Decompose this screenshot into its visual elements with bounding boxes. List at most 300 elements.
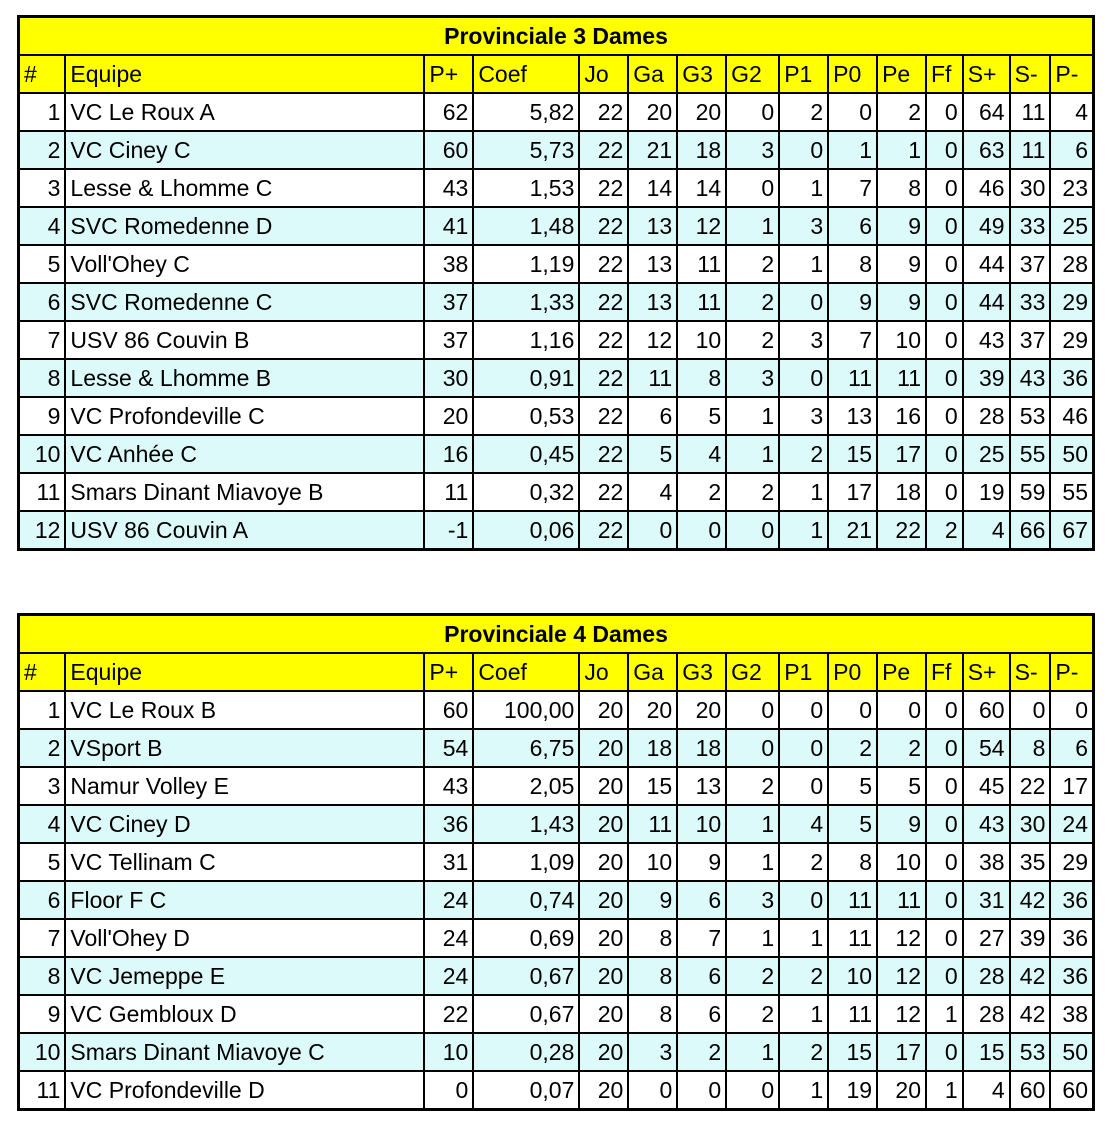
cell-played: 22 (579, 131, 628, 169)
cell-lost: 10 (877, 321, 926, 359)
cell-team: VC Profondeville D (65, 1071, 424, 1110)
cell-lost-0: 15 (828, 1033, 877, 1071)
cell-forfeit: 2 (926, 511, 963, 550)
cell-coef: 0,53 (473, 397, 579, 435)
column-header-won: Ga (628, 653, 677, 691)
cell-lost-1: 2 (779, 843, 828, 881)
cell-coef: 1,43 (473, 805, 579, 843)
table-row (19, 321, 1094, 359)
cell-won-3: 0 (677, 1071, 726, 1110)
cell-forfeit: 0 (926, 1033, 963, 1071)
cell-rank: 9 (19, 397, 66, 435)
table-row (19, 805, 1094, 843)
cell-lost: 5 (877, 767, 926, 805)
cell-lost-0: 15 (828, 435, 877, 473)
cell-won: 12 (628, 321, 677, 359)
cell-won: 0 (628, 1071, 677, 1110)
cell-coef: 0,28 (473, 1033, 579, 1071)
cell-team: VC Ciney D (65, 805, 424, 843)
cell-coef: 5,73 (473, 131, 579, 169)
cell-points-against: 50 (1050, 435, 1093, 473)
cell-team: Smars Dinant Miavoye C (65, 1033, 424, 1071)
cell-sets-won: 28 (963, 995, 1010, 1033)
cell-won-3: 6 (677, 995, 726, 1033)
column-header-points: P+ (424, 653, 473, 691)
cell-won: 8 (628, 995, 677, 1033)
cell-won: 11 (628, 805, 677, 843)
cell-won-3: 7 (677, 919, 726, 957)
cell-team: Voll'Ohey D (65, 919, 424, 957)
cell-coef: 0,06 (473, 511, 579, 550)
cell-won-2: 0 (726, 511, 779, 550)
cell-played: 22 (579, 473, 628, 511)
cell-played: 22 (579, 207, 628, 245)
cell-coef: 100,00 (473, 691, 579, 729)
column-header-team: Equipe (65, 653, 424, 691)
cell-sets-won: 60 (963, 691, 1010, 729)
cell-rank: 1 (19, 93, 66, 131)
cell-won-2: 2 (726, 473, 779, 511)
cell-won: 10 (628, 843, 677, 881)
cell-won-3: 6 (677, 881, 726, 919)
cell-lost-1: 1 (779, 511, 828, 550)
cell-forfeit: 0 (926, 359, 963, 397)
cell-won-2: 1 (726, 397, 779, 435)
cell-sets-lost: 42 (1010, 881, 1051, 919)
table-row (19, 397, 1094, 435)
table-row (19, 957, 1094, 995)
column-header-points-against: P- (1050, 653, 1093, 691)
cell-played: 22 (579, 435, 628, 473)
cell-sets-won: 44 (963, 283, 1010, 321)
cell-lost-1: 0 (779, 691, 828, 729)
cell-sets-won: 27 (963, 919, 1010, 957)
cell-played: 20 (579, 805, 628, 843)
cell-lost: 9 (877, 283, 926, 321)
cell-sets-won: 39 (963, 359, 1010, 397)
cell-sets-lost: 30 (1010, 169, 1051, 207)
cell-rank: 4 (19, 207, 66, 245)
cell-lost: 8 (877, 169, 926, 207)
cell-sets-lost: 55 (1010, 435, 1051, 473)
column-header-forfeit: Ff (926, 653, 963, 691)
cell-won-2: 2 (726, 245, 779, 283)
column-header-played: Jo (579, 55, 628, 93)
cell-points-against: 29 (1050, 843, 1093, 881)
cell-points-against: 36 (1050, 359, 1093, 397)
cell-coef: 1,09 (473, 843, 579, 881)
cell-points-against: 36 (1050, 919, 1093, 957)
cell-lost-0: 11 (828, 359, 877, 397)
cell-team: Floor F C (65, 881, 424, 919)
cell-won: 9 (628, 881, 677, 919)
cell-team: VC Gembloux D (65, 995, 424, 1033)
column-header-row (19, 55, 1094, 93)
cell-team: VC Tellinam C (65, 843, 424, 881)
cell-rank: 11 (19, 473, 66, 511)
cell-forfeit: 0 (926, 169, 963, 207)
cell-rank: 4 (19, 805, 66, 843)
cell-forfeit: 0 (926, 957, 963, 995)
cell-won: 0 (628, 511, 677, 550)
cell-won-3: 2 (677, 473, 726, 511)
cell-points: 24 (424, 919, 473, 957)
cell-rank: 10 (19, 435, 66, 473)
cell-won-2: 2 (726, 321, 779, 359)
cell-won-3: 20 (677, 93, 726, 131)
cell-won: 13 (628, 207, 677, 245)
cell-lost-1: 0 (779, 283, 828, 321)
table-row (19, 843, 1094, 881)
cell-lost: 10 (877, 843, 926, 881)
cell-coef: 1,53 (473, 169, 579, 207)
column-header-team: Equipe (65, 55, 424, 93)
cell-played: 22 (579, 511, 628, 550)
cell-points-against: 24 (1050, 805, 1093, 843)
cell-team: VC Anhée C (65, 435, 424, 473)
cell-points-against: 67 (1050, 511, 1093, 550)
cell-forfeit: 0 (926, 245, 963, 283)
cell-rank: 8 (19, 957, 66, 995)
table-row (19, 995, 1094, 1033)
cell-won: 4 (628, 473, 677, 511)
cell-sets-lost: 42 (1010, 957, 1051, 995)
cell-rank: 3 (19, 169, 66, 207)
table-row (19, 245, 1094, 283)
cell-played: 20 (579, 957, 628, 995)
cell-sets-lost: 11 (1010, 93, 1051, 131)
cell-won: 13 (628, 245, 677, 283)
cell-lost-1: 1 (779, 245, 828, 283)
cell-won-3: 9 (677, 843, 726, 881)
cell-sets-lost: 43 (1010, 359, 1051, 397)
cell-sets-lost: 37 (1010, 245, 1051, 283)
cell-coef: 0,69 (473, 919, 579, 957)
cell-played: 22 (579, 283, 628, 321)
cell-lost-0: 11 (828, 919, 877, 957)
column-header-lost: Pe (877, 653, 926, 691)
cell-won-2: 1 (726, 919, 779, 957)
cell-team: Voll'Ohey C (65, 245, 424, 283)
cell-team: VC Jemeppe E (65, 957, 424, 995)
cell-won: 11 (628, 359, 677, 397)
cell-played: 20 (579, 729, 628, 767)
cell-forfeit: 0 (926, 321, 963, 359)
cell-rank: 6 (19, 881, 66, 919)
cell-sets-lost: 66 (1010, 511, 1051, 550)
cell-points-against: 25 (1050, 207, 1093, 245)
cell-won-2: 3 (726, 881, 779, 919)
column-header-forfeit: Ff (926, 55, 963, 93)
cell-won-3: 8 (677, 359, 726, 397)
cell-sets-won: 64 (963, 93, 1010, 131)
cell-sets-won: 38 (963, 843, 1010, 881)
cell-sets-won: 63 (963, 131, 1010, 169)
cell-lost: 11 (877, 359, 926, 397)
cell-played: 22 (579, 397, 628, 435)
cell-forfeit: 0 (926, 131, 963, 169)
cell-sets-lost: 35 (1010, 843, 1051, 881)
cell-points: 36 (424, 805, 473, 843)
cell-points: 37 (424, 283, 473, 321)
cell-coef: 0,91 (473, 359, 579, 397)
cell-sets-lost: 30 (1010, 805, 1051, 843)
standings-table-provinciale-3 (17, 15, 1095, 551)
cell-points-against: 38 (1050, 995, 1093, 1033)
cell-rank: 2 (19, 131, 66, 169)
cell-lost: 20 (877, 1071, 926, 1110)
cell-team: Lesse & Lhomme C (65, 169, 424, 207)
cell-won: 8 (628, 919, 677, 957)
cell-forfeit: 0 (926, 397, 963, 435)
cell-lost-1: 1 (779, 919, 828, 957)
cell-lost: 17 (877, 435, 926, 473)
cell-lost-0: 13 (828, 397, 877, 435)
cell-forfeit: 0 (926, 691, 963, 729)
cell-points: 20 (424, 397, 473, 435)
cell-won-2: 0 (726, 169, 779, 207)
cell-played: 20 (579, 995, 628, 1033)
cell-won-2: 2 (726, 767, 779, 805)
cell-points-against: 23 (1050, 169, 1093, 207)
cell-played: 20 (579, 843, 628, 881)
cell-coef: 0,67 (473, 995, 579, 1033)
cell-rank: 6 (19, 283, 66, 321)
cell-forfeit: 0 (926, 93, 963, 131)
cell-sets-lost: 11 (1010, 131, 1051, 169)
standings-table-provinciale-4 (17, 613, 1095, 1111)
cell-won-2: 3 (726, 359, 779, 397)
cell-won: 21 (628, 131, 677, 169)
cell-lost-0: 9 (828, 283, 877, 321)
cell-forfeit: 0 (926, 919, 963, 957)
table-row (19, 729, 1094, 767)
table-row (19, 131, 1094, 169)
cell-lost-1: 3 (779, 321, 828, 359)
cell-lost-0: 6 (828, 207, 877, 245)
cell-coef: 0,07 (473, 1071, 579, 1110)
table-row (19, 359, 1094, 397)
cell-won-2: 3 (726, 131, 779, 169)
cell-won-3: 4 (677, 435, 726, 473)
cell-team: Lesse & Lhomme B (65, 359, 424, 397)
cell-lost-1: 2 (779, 1033, 828, 1071)
cell-won: 18 (628, 729, 677, 767)
cell-points: 38 (424, 245, 473, 283)
cell-won: 14 (628, 169, 677, 207)
table-row (19, 1071, 1094, 1110)
cell-lost: 17 (877, 1033, 926, 1071)
cell-lost-0: 7 (828, 321, 877, 359)
column-header-lost-0: P0 (828, 653, 877, 691)
cell-lost-0: 1 (828, 131, 877, 169)
cell-sets-won: 46 (963, 169, 1010, 207)
cell-forfeit: 0 (926, 767, 963, 805)
cell-rank: 5 (19, 245, 66, 283)
cell-points: 0 (424, 1071, 473, 1110)
cell-points: -1 (424, 511, 473, 550)
cell-lost: 12 (877, 995, 926, 1033)
table-row (19, 691, 1094, 729)
column-header-coef: Coef (473, 55, 579, 93)
cell-played: 20 (579, 881, 628, 919)
cell-won-2: 1 (726, 805, 779, 843)
cell-points-against: 55 (1050, 473, 1093, 511)
cell-lost-1: 0 (779, 131, 828, 169)
cell-rank: 10 (19, 1033, 66, 1071)
column-header-row (19, 653, 1094, 691)
cell-points-against: 6 (1050, 729, 1093, 767)
cell-coef: 2,05 (473, 767, 579, 805)
cell-points: 24 (424, 957, 473, 995)
cell-rank: 1 (19, 691, 66, 729)
table-row (19, 93, 1094, 131)
cell-lost-1: 1 (779, 1071, 828, 1110)
cell-team: VSport B (65, 729, 424, 767)
cell-lost: 1 (877, 131, 926, 169)
cell-won-3: 18 (677, 131, 726, 169)
cell-points: 60 (424, 131, 473, 169)
cell-forfeit: 0 (926, 843, 963, 881)
cell-points-against: 36 (1050, 881, 1093, 919)
column-header-won-3: G3 (677, 55, 726, 93)
cell-coef: 1,48 (473, 207, 579, 245)
cell-lost-1: 1 (779, 995, 828, 1033)
cell-points: 11 (424, 473, 473, 511)
cell-lost-0: 11 (828, 995, 877, 1033)
cell-lost-0: 19 (828, 1071, 877, 1110)
cell-coef: 0,67 (473, 957, 579, 995)
cell-won-3: 18 (677, 729, 726, 767)
cell-lost-0: 5 (828, 805, 877, 843)
cell-points: 22 (424, 995, 473, 1033)
cell-team: USV 86 Couvin A (65, 511, 424, 550)
table-title: Provinciale 4 Dames (19, 615, 1094, 654)
cell-lost-1: 2 (779, 435, 828, 473)
cell-played: 22 (579, 93, 628, 131)
cell-sets-won: 43 (963, 321, 1010, 359)
cell-points-against: 17 (1050, 767, 1093, 805)
cell-coef: 0,32 (473, 473, 579, 511)
cell-lost: 9 (877, 245, 926, 283)
cell-lost-1: 2 (779, 957, 828, 995)
table-row (19, 435, 1094, 473)
cell-won-2: 0 (726, 691, 779, 729)
cell-played: 22 (579, 169, 628, 207)
cell-lost: 12 (877, 957, 926, 995)
table-row (19, 169, 1094, 207)
cell-lost-0: 0 (828, 93, 877, 131)
cell-points-against: 28 (1050, 245, 1093, 283)
cell-won-3: 2 (677, 1033, 726, 1071)
cell-coef: 1,33 (473, 283, 579, 321)
cell-won: 15 (628, 767, 677, 805)
cell-points: 37 (424, 321, 473, 359)
cell-points: 16 (424, 435, 473, 473)
cell-sets-lost: 8 (1010, 729, 1051, 767)
table-row (19, 767, 1094, 805)
cell-points-against: 36 (1050, 957, 1093, 995)
cell-sets-won: 54 (963, 729, 1010, 767)
cell-team: Smars Dinant Miavoye B (65, 473, 424, 511)
cell-won-3: 0 (677, 511, 726, 550)
column-header-played: Jo (579, 653, 628, 691)
column-header-won-2: G2 (726, 55, 779, 93)
cell-points: 43 (424, 767, 473, 805)
cell-sets-lost: 53 (1010, 397, 1051, 435)
cell-won-2: 1 (726, 435, 779, 473)
cell-coef: 1,16 (473, 321, 579, 359)
column-header-sets-won: S+ (963, 55, 1010, 93)
cell-won-2: 2 (726, 283, 779, 321)
cell-won-3: 20 (677, 691, 726, 729)
cell-sets-won: 4 (963, 511, 1010, 550)
cell-sets-won: 28 (963, 957, 1010, 995)
cell-points-against: 50 (1050, 1033, 1093, 1071)
cell-points-against: 6 (1050, 131, 1093, 169)
cell-won: 20 (628, 93, 677, 131)
cell-points: 24 (424, 881, 473, 919)
cell-team: VC Profondeville C (65, 397, 424, 435)
cell-won-3: 5 (677, 397, 726, 435)
cell-played: 20 (579, 1071, 628, 1110)
cell-won-3: 13 (677, 767, 726, 805)
cell-points: 10 (424, 1033, 473, 1071)
cell-won-2: 1 (726, 1033, 779, 1071)
cell-points: 54 (424, 729, 473, 767)
column-header-sets-lost: S- (1010, 653, 1051, 691)
cell-forfeit: 1 (926, 1071, 963, 1110)
cell-lost-1: 1 (779, 169, 828, 207)
cell-lost-0: 7 (828, 169, 877, 207)
cell-lost-0: 17 (828, 473, 877, 511)
cell-points-against: 4 (1050, 93, 1093, 131)
column-header-points-against: P- (1050, 55, 1093, 93)
table-row (19, 881, 1094, 919)
column-header-won-3: G3 (677, 653, 726, 691)
column-header-lost-1: P1 (779, 55, 828, 93)
cell-lost-1: 0 (779, 767, 828, 805)
cell-won-3: 11 (677, 283, 726, 321)
cell-lost-1: 0 (779, 359, 828, 397)
cell-rank: 12 (19, 511, 66, 550)
cell-sets-lost: 60 (1010, 1071, 1051, 1110)
cell-sets-won: 31 (963, 881, 1010, 919)
column-header-won: Ga (628, 55, 677, 93)
cell-rank: 7 (19, 321, 66, 359)
cell-won-2: 2 (726, 995, 779, 1033)
cell-points: 60 (424, 691, 473, 729)
cell-lost-1: 3 (779, 207, 828, 245)
column-header-lost-1: P1 (779, 653, 828, 691)
cell-rank: 5 (19, 843, 66, 881)
cell-sets-lost: 22 (1010, 767, 1051, 805)
cell-played: 20 (579, 767, 628, 805)
cell-lost: 18 (877, 473, 926, 511)
cell-rank: 3 (19, 767, 66, 805)
cell-points: 30 (424, 359, 473, 397)
cell-won-2: 0 (726, 729, 779, 767)
cell-sets-lost: 0 (1010, 691, 1051, 729)
cell-points: 41 (424, 207, 473, 245)
cell-lost-0: 21 (828, 511, 877, 550)
cell-played: 22 (579, 321, 628, 359)
cell-points-against: 29 (1050, 283, 1093, 321)
cell-won-2: 2 (726, 957, 779, 995)
cell-forfeit: 0 (926, 729, 963, 767)
column-header-points: P+ (424, 55, 473, 93)
cell-lost-1: 4 (779, 805, 828, 843)
